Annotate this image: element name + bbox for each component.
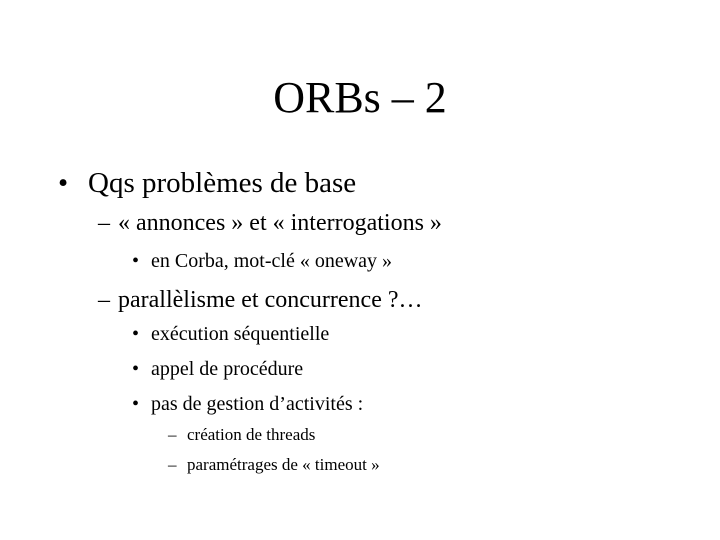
bullet-item-level4: [168, 455, 380, 475]
bullet-text: création de threads: [187, 425, 316, 444]
bullet-text: paramétrages de « timeout »: [187, 455, 380, 474]
bullet-icon: •: [132, 323, 140, 345]
dash-icon: –: [168, 455, 177, 474]
bullet-item-level2: [98, 209, 442, 237]
bullet-text: appel de procédure: [151, 358, 304, 380]
bullet-item-level1: [58, 166, 356, 200]
bullet-icon: •: [58, 167, 69, 199]
bullet-item-level2: [98, 286, 423, 314]
bullet-item-level3: [132, 357, 303, 381]
bullet-item-level4: [168, 425, 315, 445]
bullet-text: parallèlisme et concurrence ?…: [118, 287, 423, 313]
bullet-icon: •: [132, 358, 140, 380]
dash-icon: –: [168, 425, 177, 444]
bullet-item-level3: [132, 249, 392, 273]
bullet-item-level3: [132, 322, 329, 346]
bullet-text: pas de gestion d’activités :: [151, 393, 364, 415]
dash-icon: –: [98, 210, 110, 236]
bullet-text: en Corba, mot-clé « oneway »: [151, 250, 393, 272]
bullet-item-level3: [132, 392, 363, 416]
slide-title: ORBs – 2: [273, 73, 447, 122]
bullet-text: exécution séquentielle: [151, 323, 330, 345]
dash-icon: –: [98, 287, 110, 313]
bullet-text: Qqs problèmes de base: [88, 167, 357, 199]
bullet-text: « annonces » et « interrogations »: [118, 210, 442, 236]
bullet-icon: •: [132, 250, 140, 272]
bullet-icon: •: [132, 393, 140, 415]
